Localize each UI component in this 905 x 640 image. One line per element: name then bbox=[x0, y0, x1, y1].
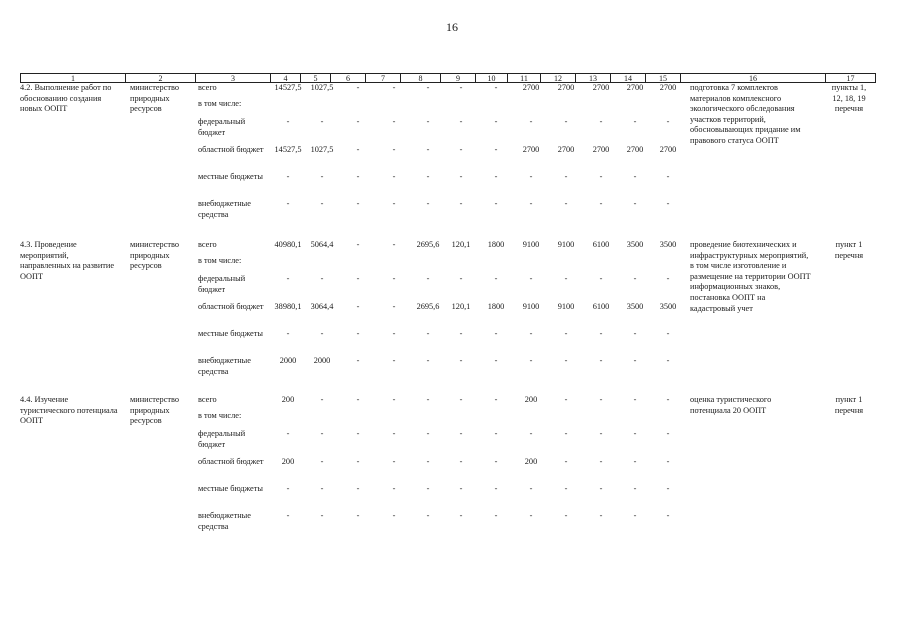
table-value-cell: - bbox=[286, 484, 290, 493]
column-number-16: 16 bbox=[680, 73, 826, 83]
column-number-6: 6 bbox=[330, 73, 366, 83]
table-value-cell: - bbox=[356, 457, 360, 466]
column-number-1: 1 bbox=[20, 73, 126, 83]
table-value-cell: 9100 bbox=[522, 302, 540, 311]
responsible-body: министерство природных ресурсов bbox=[130, 395, 180, 426]
table-value-cell: - bbox=[529, 117, 533, 126]
funding-source-label: местные бюджеты bbox=[198, 484, 263, 493]
result-description: проведение биотехнических и инфраструктурных мероприятий, в том числе изготовление и размещение на территории ООПТ информационных знаков, постановка ООПТ на кадастровый учет bbox=[690, 240, 811, 313]
activity-name: 4.4. Изучение туристического потенциала ООПТ bbox=[20, 395, 118, 426]
table-value-cell: - bbox=[494, 274, 498, 283]
table-value-cell: - bbox=[633, 356, 637, 365]
funding-source-label: федеральный бюджет bbox=[198, 117, 246, 137]
table-value-cell: - bbox=[356, 83, 360, 92]
table-value-cell: 3064,4 bbox=[310, 302, 334, 311]
funding-source-label: местные бюджеты bbox=[198, 172, 263, 181]
table-value-cell: - bbox=[529, 199, 533, 208]
table-value-cell: - bbox=[459, 83, 463, 92]
table-value-cell: - bbox=[564, 117, 568, 126]
table-value-cell: - bbox=[356, 484, 360, 493]
table-value-cell: - bbox=[494, 395, 498, 404]
table-value-cell: - bbox=[494, 356, 498, 365]
reference-note: пункт 1 перечня bbox=[834, 395, 864, 415]
column-number-7: 7 bbox=[365, 73, 401, 83]
table-value-cell: - bbox=[666, 457, 670, 466]
table-value-cell: - bbox=[392, 329, 396, 338]
table-value-cell: 200 bbox=[281, 395, 295, 404]
table-value-cell: - bbox=[356, 329, 360, 338]
activity-name: 4.3. Проведение мероприятий, направленных на развитие ООПТ bbox=[20, 240, 115, 281]
column-number-9: 9 bbox=[440, 73, 476, 83]
table-value-cell: - bbox=[599, 274, 603, 283]
table-value-cell: - bbox=[459, 484, 463, 493]
table-value-cell: - bbox=[459, 145, 463, 154]
table-value-cell: 3500 bbox=[626, 302, 644, 311]
table-value-cell: - bbox=[320, 329, 324, 338]
reference-note: пункты 1, 12, 18, 19 перечня bbox=[831, 83, 867, 114]
table-value-cell: - bbox=[599, 329, 603, 338]
table-value-cell: - bbox=[426, 511, 430, 520]
table-value-cell: - bbox=[286, 199, 290, 208]
funding-source-label: внебюджетные средства bbox=[198, 199, 251, 219]
table-value-cell: - bbox=[426, 274, 430, 283]
table-value-cell: - bbox=[356, 172, 360, 181]
funding-source-label: областной бюджет bbox=[198, 457, 264, 466]
table-value-cell: - bbox=[356, 117, 360, 126]
table-value-cell: - bbox=[666, 356, 670, 365]
table-value-cell: - bbox=[286, 274, 290, 283]
funding-source-label: внебюджетные средства bbox=[198, 511, 251, 531]
table-value-cell: - bbox=[459, 199, 463, 208]
table-value-cell: 2700 bbox=[659, 83, 677, 92]
table-value-cell: - bbox=[599, 395, 603, 404]
table-value-cell: - bbox=[564, 429, 568, 438]
column-number-17: 17 bbox=[825, 73, 876, 83]
table-value-cell: - bbox=[633, 395, 637, 404]
table-value-cell: - bbox=[564, 484, 568, 493]
table-value-cell: - bbox=[459, 117, 463, 126]
table-value-cell: - bbox=[286, 429, 290, 438]
table-value-cell: - bbox=[666, 117, 670, 126]
table-value-cell: 2700 bbox=[557, 83, 575, 92]
table-value-cell: - bbox=[392, 240, 396, 249]
table-value-cell: - bbox=[426, 199, 430, 208]
table-value-cell: - bbox=[459, 356, 463, 365]
table-value-cell: - bbox=[633, 117, 637, 126]
funding-source-label: областной бюджет bbox=[198, 302, 264, 311]
table-value-cell: - bbox=[599, 429, 603, 438]
table-value-cell: 14527,5 bbox=[274, 83, 302, 92]
table-value-cell: - bbox=[494, 145, 498, 154]
table-value-cell: - bbox=[286, 511, 290, 520]
table-value-cell: - bbox=[356, 429, 360, 438]
table-value-cell: - bbox=[392, 457, 396, 466]
table-value-cell: - bbox=[494, 457, 498, 466]
table-value-cell: - bbox=[426, 484, 430, 493]
table-value-cell: - bbox=[392, 172, 396, 181]
table-value-cell: - bbox=[392, 484, 396, 493]
table-value-cell: - bbox=[633, 274, 637, 283]
table-value-cell: - bbox=[320, 117, 324, 126]
column-number-4: 4 bbox=[270, 73, 301, 83]
table-value-cell: - bbox=[356, 145, 360, 154]
funding-source-label: федеральный бюджет bbox=[198, 429, 246, 449]
table-value-cell: 9100 bbox=[557, 240, 575, 249]
table-value-cell: 2000 bbox=[279, 356, 297, 365]
table-value-cell: - bbox=[356, 274, 360, 283]
table-value-cell: 2000 bbox=[313, 356, 331, 365]
table-value-cell: - bbox=[426, 83, 430, 92]
table-value-cell: - bbox=[286, 329, 290, 338]
table-value-cell: - bbox=[392, 302, 396, 311]
funding-source-label: всего bbox=[198, 395, 217, 404]
table-value-cell: - bbox=[426, 145, 430, 154]
column-number-10: 10 bbox=[475, 73, 508, 83]
table-value-cell: - bbox=[356, 395, 360, 404]
table-value-cell: 3500 bbox=[659, 302, 677, 311]
table-value-cell: - bbox=[392, 117, 396, 126]
table-value-cell: - bbox=[666, 274, 670, 283]
table-value-cell: 200 bbox=[524, 395, 538, 404]
table-value-cell: - bbox=[599, 511, 603, 520]
table-value-cell: - bbox=[564, 274, 568, 283]
table-value-cell: - bbox=[633, 484, 637, 493]
table-value-cell: - bbox=[356, 199, 360, 208]
table-value-cell: - bbox=[529, 511, 533, 520]
table-value-cell: 2700 bbox=[522, 145, 540, 154]
table-value-cell: 2700 bbox=[592, 83, 610, 92]
table-value-cell: - bbox=[529, 274, 533, 283]
table-value-cell: 6100 bbox=[592, 302, 610, 311]
table-value-cell: - bbox=[633, 429, 637, 438]
table-value-cell: 3500 bbox=[626, 240, 644, 249]
table-value-cell: - bbox=[666, 395, 670, 404]
table-value-cell: - bbox=[356, 240, 360, 249]
table-value-cell: - bbox=[666, 484, 670, 493]
column-number-2: 2 bbox=[125, 73, 196, 83]
reference-note: пункт 1 перечня bbox=[834, 240, 864, 260]
table-value-cell: - bbox=[666, 199, 670, 208]
funding-source-label: областной бюджет bbox=[198, 145, 264, 154]
table-value-cell: - bbox=[564, 172, 568, 181]
funding-source-label: в том числе: bbox=[198, 99, 242, 108]
page-number: 16 bbox=[446, 20, 458, 34]
result-description: подготовка 7 комплектов материалов комплексного экологического обследования участков территорий, обосновывающих придание им правового статуса ООПТ bbox=[690, 83, 801, 145]
table-value-cell: - bbox=[666, 511, 670, 520]
table-value-cell: - bbox=[459, 429, 463, 438]
column-number-15: 15 bbox=[645, 73, 681, 83]
table-value-cell: - bbox=[320, 429, 324, 438]
column-number-12: 12 bbox=[540, 73, 576, 83]
table-value-cell: - bbox=[529, 429, 533, 438]
table-value-cell: - bbox=[459, 511, 463, 520]
table-value-cell: - bbox=[564, 457, 568, 466]
column-number-11: 11 bbox=[507, 73, 541, 83]
table-value-cell: - bbox=[392, 83, 396, 92]
table-value-cell: 2700 bbox=[659, 145, 677, 154]
funding-source-label: в том числе: bbox=[198, 256, 242, 265]
table-value-cell: - bbox=[599, 172, 603, 181]
table-value-cell: - bbox=[392, 395, 396, 404]
table-value-cell: - bbox=[426, 172, 430, 181]
table-value-cell: - bbox=[459, 457, 463, 466]
table-value-cell: 2700 bbox=[626, 145, 644, 154]
table-value-cell: - bbox=[599, 199, 603, 208]
table-value-cell: - bbox=[599, 484, 603, 493]
table-value-cell: 9100 bbox=[557, 302, 575, 311]
table-value-cell: - bbox=[633, 511, 637, 520]
table-value-cell: - bbox=[564, 356, 568, 365]
table-value-cell: 3500 bbox=[659, 240, 677, 249]
table-value-cell: - bbox=[599, 457, 603, 466]
table-value-cell: - bbox=[666, 172, 670, 181]
table-value-cell: 1800 bbox=[487, 240, 505, 249]
table-value-cell: - bbox=[356, 356, 360, 365]
table-value-cell: - bbox=[426, 117, 430, 126]
table-value-cell: - bbox=[494, 329, 498, 338]
column-number-5: 5 bbox=[300, 73, 331, 83]
column-number-13: 13 bbox=[575, 73, 611, 83]
table-value-cell: - bbox=[286, 117, 290, 126]
table-value-cell: 120,1 bbox=[451, 240, 471, 249]
table-value-cell: 120,1 bbox=[451, 302, 471, 311]
table-value-cell: 200 bbox=[281, 457, 295, 466]
table-value-cell: - bbox=[564, 511, 568, 520]
activity-name: 4.2. Выполнение работ по обоснованию создания новых ООПТ bbox=[20, 83, 112, 114]
table-value-cell: - bbox=[564, 395, 568, 404]
table-value-cell: 2695,6 bbox=[416, 302, 440, 311]
table-value-cell: - bbox=[494, 484, 498, 493]
result-description: оценка туристического потенциала 20 ООПТ bbox=[690, 395, 772, 415]
table-value-cell: - bbox=[494, 429, 498, 438]
table-value-cell: - bbox=[666, 429, 670, 438]
table-value-cell: - bbox=[529, 484, 533, 493]
funding-source-label: в том числе: bbox=[198, 411, 242, 420]
table-value-cell: - bbox=[459, 329, 463, 338]
column-number-8: 8 bbox=[400, 73, 441, 83]
table-value-cell: - bbox=[564, 329, 568, 338]
table-value-cell: - bbox=[494, 172, 498, 181]
table-value-cell: - bbox=[392, 511, 396, 520]
table-value-cell: - bbox=[320, 484, 324, 493]
table-value-cell: - bbox=[320, 172, 324, 181]
table-value-cell: - bbox=[529, 329, 533, 338]
funding-source-label: федеральный бюджет bbox=[198, 274, 246, 294]
funding-source-label: внебюджетные средства bbox=[198, 356, 251, 376]
table-value-cell: - bbox=[494, 511, 498, 520]
table-value-cell: - bbox=[286, 172, 290, 181]
table-value-cell: - bbox=[529, 356, 533, 365]
table-value-cell: - bbox=[392, 199, 396, 208]
table-value-cell: - bbox=[426, 429, 430, 438]
table-value-cell: 40980,1 bbox=[274, 240, 302, 249]
table-value-cell: - bbox=[392, 429, 396, 438]
table-value-cell: 1027,5 bbox=[310, 145, 334, 154]
table-value-cell: - bbox=[494, 83, 498, 92]
table-value-cell: 5064,4 bbox=[310, 240, 334, 249]
column-number-14: 14 bbox=[610, 73, 646, 83]
table-value-cell: - bbox=[356, 511, 360, 520]
table-value-cell: - bbox=[392, 145, 396, 154]
table-value-cell: 2700 bbox=[592, 145, 610, 154]
table-value-cell: - bbox=[599, 117, 603, 126]
table-value-cell: - bbox=[564, 199, 568, 208]
table-value-cell: - bbox=[426, 329, 430, 338]
table-value-cell: - bbox=[320, 511, 324, 520]
table-value-cell: - bbox=[633, 172, 637, 181]
table-value-cell: - bbox=[599, 356, 603, 365]
table-value-cell: - bbox=[426, 356, 430, 365]
table-value-cell: 1800 bbox=[487, 302, 505, 311]
table-value-cell: 14527,5 bbox=[274, 145, 302, 154]
table-value-cell: - bbox=[426, 395, 430, 404]
column-number-3: 3 bbox=[195, 73, 271, 83]
responsible-body: министерство природных ресурсов bbox=[130, 83, 180, 114]
table-value-cell: - bbox=[320, 457, 324, 466]
table-value-cell: 6100 bbox=[592, 240, 610, 249]
table-value-cell: 9100 bbox=[522, 240, 540, 249]
table-value-cell: - bbox=[529, 172, 533, 181]
responsible-body: министерство природных ресурсов bbox=[130, 240, 180, 271]
table-value-cell: - bbox=[459, 172, 463, 181]
table-value-cell: - bbox=[320, 274, 324, 283]
funding-source-label: всего bbox=[198, 83, 217, 92]
table-value-cell: - bbox=[392, 274, 396, 283]
table-value-cell: - bbox=[633, 457, 637, 466]
table-value-cell: - bbox=[633, 199, 637, 208]
table-value-cell: - bbox=[459, 395, 463, 404]
funding-source-label: всего bbox=[198, 240, 217, 249]
table-value-cell: - bbox=[426, 457, 430, 466]
table-value-cell: 1027,5 bbox=[310, 83, 334, 92]
table-value-cell: 2700 bbox=[522, 83, 540, 92]
table-value-cell: - bbox=[356, 302, 360, 311]
table-value-cell: - bbox=[666, 329, 670, 338]
table-value-cell: - bbox=[494, 117, 498, 126]
table-value-cell: - bbox=[320, 395, 324, 404]
table-value-cell: 2700 bbox=[557, 145, 575, 154]
table-value-cell: - bbox=[633, 329, 637, 338]
table-value-cell: 2695,6 bbox=[416, 240, 440, 249]
table-value-cell: 200 bbox=[524, 457, 538, 466]
table-value-cell: - bbox=[494, 199, 498, 208]
table-value-cell: 2700 bbox=[626, 83, 644, 92]
table-value-cell: - bbox=[320, 199, 324, 208]
funding-source-label: местные бюджеты bbox=[198, 329, 263, 338]
table-value-cell: - bbox=[392, 356, 396, 365]
table-value-cell: 38980,1 bbox=[274, 302, 302, 311]
table-value-cell: - bbox=[459, 274, 463, 283]
